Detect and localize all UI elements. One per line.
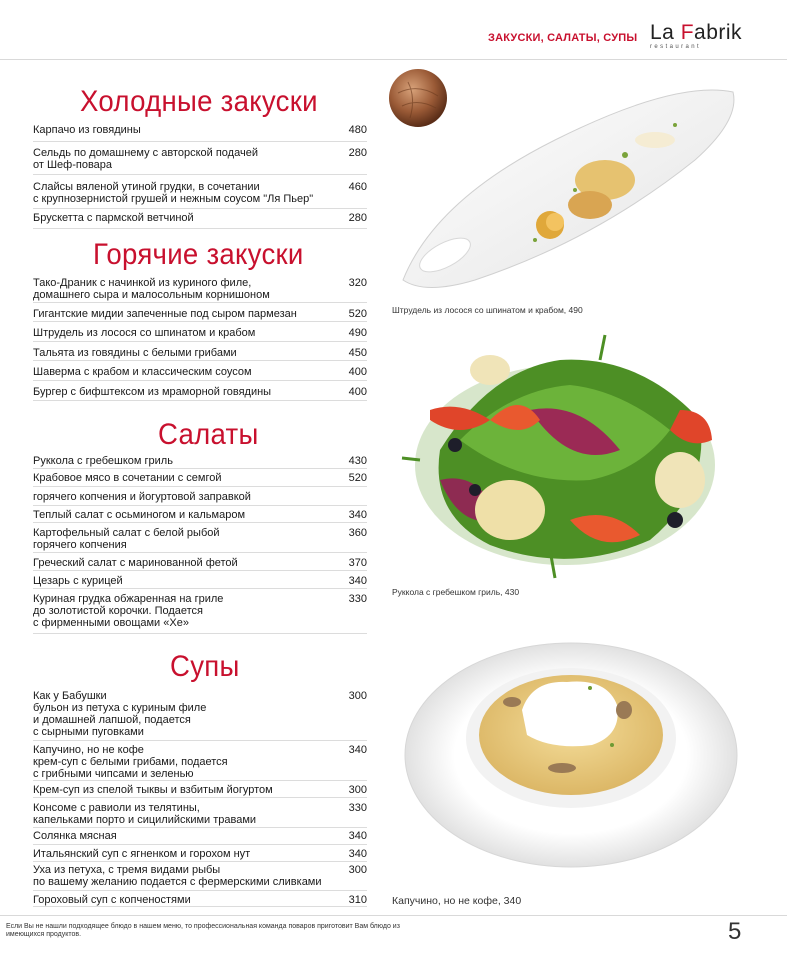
salad-image (400, 330, 720, 580)
category-title-cold: Холодные закуски (80, 85, 318, 118)
menu-item-name: Крем-суп из спелой тыквы и взбитым йогуртом (33, 784, 273, 796)
menu-item-name: Штрудель из лосося со шпинатом и крабом (33, 327, 256, 339)
menu-item-name: Сельдь по домашнему с авторской подачей от Шеф-повара (33, 147, 258, 171)
menu-item-name: Слайсы вяленой утиной грудки, в сочетании с крупнозернистой грушей и нежным соусом "Ля Пьер" (33, 181, 314, 205)
menu-item-name: Брускетта с пармской ветчиной (33, 212, 194, 224)
header-divider (0, 59, 787, 60)
menu-item-cold (33, 212, 367, 224)
menu-item-divider (33, 906, 367, 907)
menu-item-divider (33, 522, 367, 523)
menu-item-price: 400 (348, 386, 367, 398)
menu-item-name: Консоме с равиоли из телятины, капельками порто и сицилийскими травами (33, 802, 257, 826)
section-label: ЗАКУСКИ, САЛАТЫ, СУПЫ (488, 32, 638, 44)
menu-item-divider (33, 780, 367, 781)
menu-item-name: горячего копчения и йогуртовой заправкой (33, 491, 251, 503)
menu-item-price: 340 (348, 575, 367, 587)
menu-item-divider (33, 321, 367, 322)
caption-cappuccino: Капучино, но не кофе, 340 (392, 895, 522, 907)
menu-item-soups (33, 802, 367, 826)
menu-item-salads (33, 455, 367, 467)
menu-item-divider (33, 341, 367, 342)
menu-item-price: 520 (348, 308, 367, 320)
menu-item-hot (33, 277, 367, 301)
menu-item-price: 330 (348, 593, 367, 605)
menu-item-divider (33, 505, 367, 506)
page-header (0, 0, 787, 60)
menu-item-soups (33, 784, 367, 796)
menu-item-name: Шаверма с крабом и классическим соусом (33, 366, 252, 378)
logo-subtitle: restaurant (650, 44, 702, 50)
menu-item-price: 300 (348, 864, 367, 876)
menu-item-price: 450 (348, 347, 367, 359)
menu-item-soups (33, 848, 367, 860)
menu-item-name: Бургер с бифштексом из мраморной говядины (33, 386, 272, 398)
menu-item-soups (33, 864, 367, 888)
menu-item-price: 300 (348, 784, 367, 796)
soup-bowl-image (402, 640, 740, 870)
menu-item-price: 340 (348, 744, 367, 756)
menu-item-price: 340 (348, 509, 367, 521)
menu-item-salads (33, 472, 367, 484)
menu-item-price: 340 (348, 848, 367, 860)
menu-item-price: 360 (348, 527, 367, 539)
menu-item-name: Тако-Драник с начинкой из куриного филе, домашнего сыра и малосольным корнишоном (33, 277, 270, 301)
menu-item-cold (33, 181, 367, 205)
menu-item-divider (33, 380, 367, 381)
menu-item-name: Гороховый суп с копченостями (33, 894, 191, 906)
menu-item-price: 520 (348, 472, 367, 484)
menu-item-price: 400 (348, 366, 367, 378)
menu-item-name: Как у Бабушки бульон из петуха с куриным филе и домашней лапшой, подается с сырными пуговками (33, 690, 207, 738)
menu-item-price: 320 (348, 277, 367, 289)
plate-strudel-image (395, 80, 740, 295)
menu-item-soups (33, 894, 367, 906)
menu-item-hot (33, 386, 367, 398)
menu-item-salads (33, 491, 367, 503)
logo-name (650, 22, 742, 44)
menu-item-divider (33, 302, 367, 303)
footer-divider (0, 915, 787, 916)
menu-item-price: 280 (348, 147, 367, 159)
menu-item-price: 310 (348, 894, 367, 906)
menu-item-divider (33, 570, 367, 571)
menu-item-name: Цезарь с курицей (33, 575, 123, 587)
menu-item-divider (33, 588, 367, 589)
menu-item-price: 280 (348, 212, 367, 224)
menu-item-divider (33, 633, 367, 634)
menu-item-price: 340 (348, 830, 367, 842)
category-title-soups: Супы (170, 650, 240, 683)
menu-item-salads (33, 593, 367, 629)
menu-item-name: Итальянский суп с ягненком и горохом нут (33, 848, 251, 860)
menu-item-hot (33, 347, 367, 359)
menu-item-salads (33, 509, 367, 521)
menu-item-name: Куриная грудка обжаренная на гриле до золотистой корочки. Подается с фирменными овощами «Хе» (33, 593, 224, 629)
menu-item-cold (33, 147, 367, 171)
menu-item-soups (33, 744, 367, 780)
menu-item-divider (33, 141, 367, 142)
menu-item-divider (33, 827, 367, 828)
menu-item-name: Карпачо из говядины (33, 124, 141, 136)
menu-item-name: Руккола с гребешком гриль (33, 455, 173, 467)
menu-item-price: 430 (348, 455, 367, 467)
footer-note: Если Вы не нашли подходящее блюдо в нашем меню, то профессиональная команда поваров приготовит Вам блюдо из имеющихся продуктов. (6, 923, 400, 938)
menu-item-hot (33, 366, 367, 378)
menu-item-soups (33, 830, 367, 842)
menu-item-name: Картофельный салат с белой рыбой горячего копчения (33, 527, 220, 551)
menu-item-name: Крабовое мясо в сочетании с семгой (33, 472, 222, 484)
menu-item-hot (33, 327, 367, 339)
menu-item-divider (33, 861, 367, 862)
menu-item-name: Капучино, но не кофе крем-суп с белыми грибами, подается с грибными чипсами и зеленью (33, 744, 228, 780)
page-number: 5 (728, 918, 742, 945)
menu-item-price: 480 (348, 124, 367, 136)
menu-item-divider (33, 228, 367, 229)
menu-item-name: Солянка мясная (33, 830, 117, 842)
menu-item-name: Тальята из говядины с белыми грибами (33, 347, 237, 359)
menu-item-price: 300 (348, 690, 367, 702)
menu-item-divider (33, 400, 367, 401)
menu-item-name: Гигантские мидии запеченные под сыром пармезан (33, 308, 297, 320)
menu-item-price: 370 (348, 557, 367, 569)
menu-item-salads (33, 527, 367, 551)
menu-item-divider (33, 174, 367, 175)
menu-item-name: Уха из петуха, с тремя видами рыбы по вашему желанию подается с фермерскими сливками (33, 864, 322, 888)
menu-item-salads (33, 575, 367, 587)
menu-item-divider (33, 844, 367, 845)
logo-name-part: abrik (694, 21, 743, 44)
menu-item-divider (33, 890, 367, 891)
menu-item-divider (33, 552, 367, 553)
menu-item-divider (33, 208, 367, 209)
menu-item-price: 330 (348, 802, 367, 814)
menu-item-price: 460 (348, 181, 367, 193)
menu-item-hot (33, 308, 367, 320)
menu-item-cold (33, 124, 367, 136)
menu-item-divider (33, 740, 367, 741)
menu-item-name: Теплый салат с осьминогом и кальмаром (33, 509, 246, 521)
menu-item-divider (33, 360, 367, 361)
caption-rukkola: Руккола с гребешком гриль, 430 (392, 587, 520, 597)
category-title-salads: Салаты (158, 418, 259, 451)
menu-item-divider (33, 486, 367, 487)
category-title-hot: Горячие закуски (93, 238, 304, 271)
logo-name-accent: F (680, 21, 695, 44)
menu-item-salads (33, 557, 367, 569)
menu-item-soups (33, 690, 367, 738)
menu-item-name: Греческий салат с маринованной фетой (33, 557, 238, 569)
logo-name-part: La (650, 21, 681, 44)
restaurant-logo (650, 22, 742, 50)
menu-item-price: 490 (348, 327, 367, 339)
caption-strudel: Штрудель из лосося со шпинатом и крабом, 490 (392, 305, 583, 315)
menu-item-divider (33, 797, 367, 798)
menu-item-divider (33, 468, 367, 469)
